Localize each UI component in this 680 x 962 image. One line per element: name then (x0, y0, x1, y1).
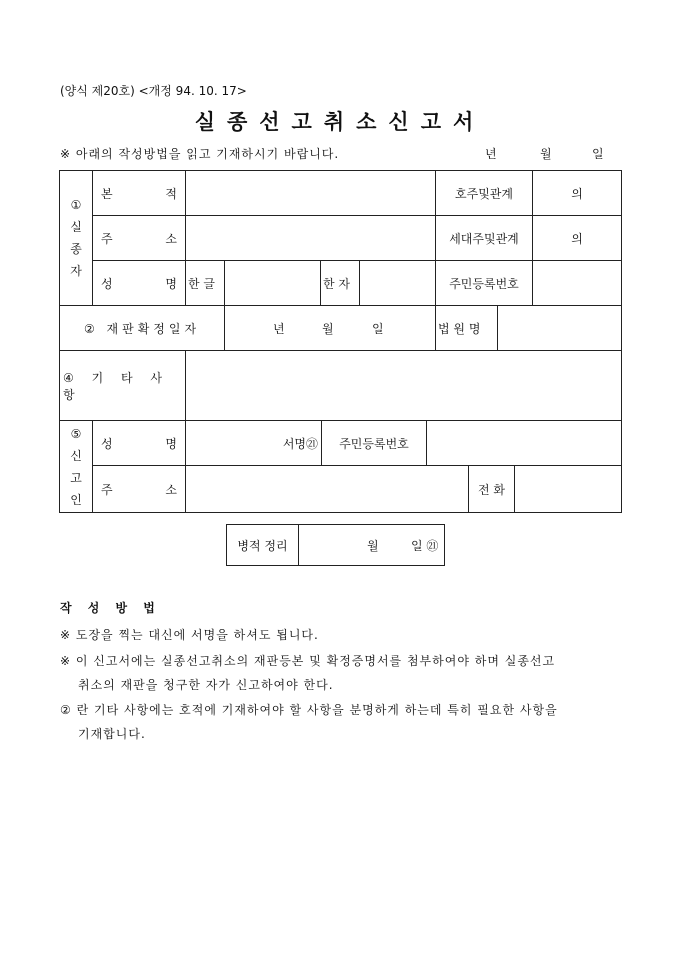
hanja-name-field[interactable] (359, 260, 436, 306)
domicile-field[interactable] (185, 170, 436, 216)
other-matters-field[interactable] (185, 350, 622, 421)
missing-person-label (59, 170, 93, 306)
household-relation-label: 세대주및관계 (435, 215, 533, 261)
judgment-date-label: ② 재판확정일자 (59, 305, 225, 351)
label-char: 고 (70, 470, 82, 485)
instruction-line: 취소의 재판을 청구한 자가 신고하여야 한다. (78, 678, 334, 692)
label-num: ⑤ (70, 426, 82, 441)
label-char: 자 (70, 264, 82, 278)
address-field[interactable] (185, 215, 436, 261)
phone-label: 전 화 (468, 465, 515, 513)
reporter-label (59, 420, 93, 513)
head-relation-label: 호주및관계 (435, 170, 533, 216)
date-year: 년 (485, 147, 497, 161)
household-relation-field[interactable]: 의 (532, 215, 622, 261)
label-char: 인 (70, 492, 82, 507)
registry-label: 병적 정리 (226, 524, 299, 566)
form-title: 실종선고취소신고서 (194, 109, 486, 134)
instruction-line: ※ 도장을 찍는 대신에 서명을 하셔도 됩니다. (60, 628, 319, 642)
registry-field[interactable] (298, 524, 445, 566)
hanja-label: 한 자 (320, 260, 360, 306)
other-matters-label: ④ 기 타 사 항 (59, 350, 186, 421)
hangul-label: 한 글 (185, 260, 225, 306)
rrn-label: 주민등록번호 (435, 260, 533, 306)
instruction-line: ※ 이 신고서에는 실종선고취소의 재판등본 및 확정증명서를 첨부하여야 하며 실종선고 (60, 654, 556, 668)
notice: ※ 아래의 작성방법을 읽고 기재하시기 바랍니다. (60, 147, 340, 161)
form-number: (양식 제20호) <개정 94. 10. 17> (60, 84, 247, 98)
rrn-field[interactable] (532, 260, 622, 306)
phone-field[interactable] (514, 465, 622, 513)
label-char: 종 (70, 242, 82, 256)
reporter-address-field[interactable] (185, 465, 469, 513)
date-day: 일 (592, 147, 604, 161)
reporter-address-label: 주 소 (92, 465, 186, 513)
hangul-name-field[interactable] (224, 260, 321, 306)
instructions-title: 작 성 방 법 (60, 601, 161, 615)
month-label: 월 (367, 538, 379, 553)
instruction-line: 기재합니다. (78, 727, 146, 741)
reporter-name-field[interactable]: 서명㉑ (185, 420, 322, 466)
label-char: 실 (70, 220, 82, 234)
court-field[interactable] (497, 305, 622, 351)
name-label: 성 명 (92, 260, 186, 306)
reporter-name-label: 성 명 (92, 420, 186, 466)
head-relation-field[interactable]: 의 (532, 170, 622, 216)
date-month: 월 (540, 147, 552, 161)
instruction-line: ② 란 기타 사항에는 호적에 기재하여야 할 사항을 분명하게 하는데 특히 필요한 사항을 (60, 703, 558, 717)
reporter-rrn-label: 주민등록번호 (321, 420, 427, 466)
judgment-date-field[interactable] (224, 305, 436, 351)
year-label: 년 (273, 321, 285, 336)
label-char: 신 (70, 448, 82, 463)
day-label: 일 (372, 321, 384, 336)
domicile-label: 본 적 (92, 170, 186, 216)
label-num: ① (70, 198, 82, 212)
address-label: 주 소 (92, 215, 186, 261)
month-label: 월 (322, 321, 334, 336)
reporter-rrn-field[interactable] (426, 420, 622, 466)
court-label: 법 원 명 (435, 305, 498, 351)
day-seal-label: 일 ㉑ (411, 538, 439, 553)
